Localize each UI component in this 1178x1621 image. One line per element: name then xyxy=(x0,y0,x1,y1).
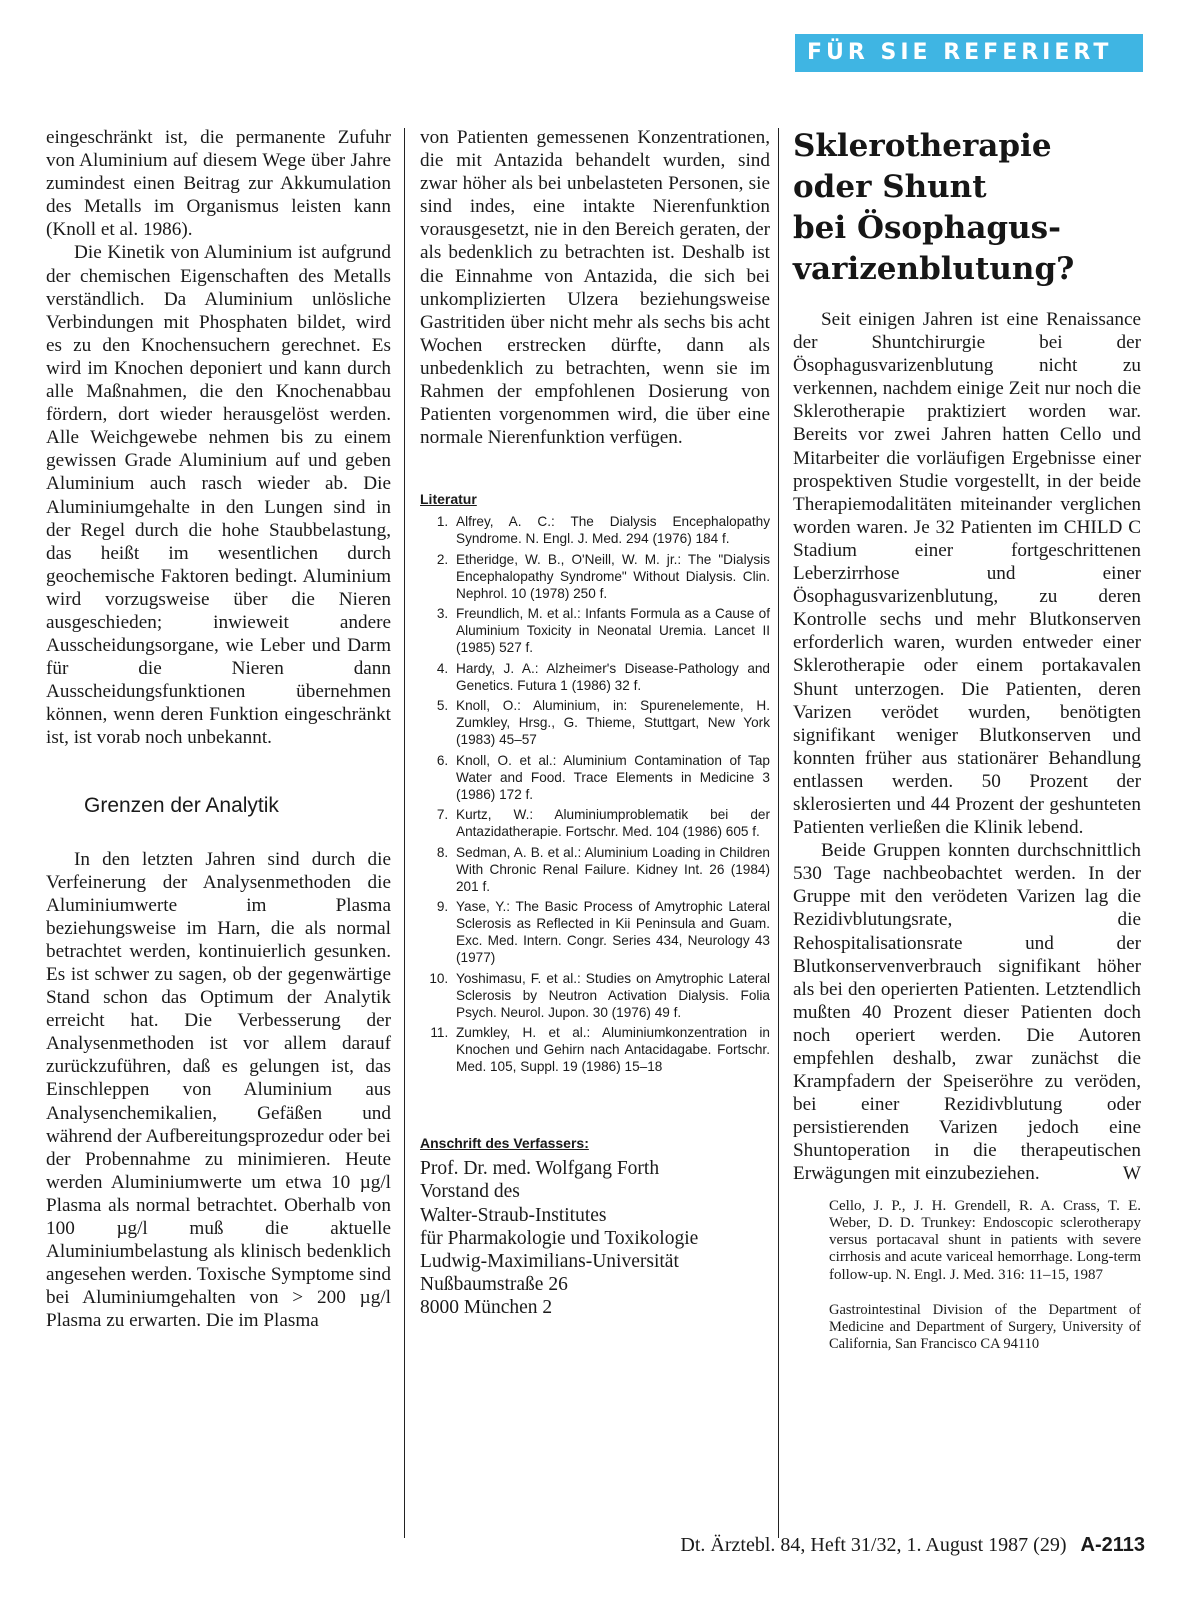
column-1-text-2 xyxy=(46,848,391,1333)
column-3 xyxy=(793,126,1141,1353)
column-2 xyxy=(420,126,770,1319)
reference-item: 4. Hardy, J. A.: Alzheimer's Disease-Pathology and Genetics. Futura 1 (1986) 32 f. xyxy=(452,660,770,694)
author-address xyxy=(420,1157,770,1319)
column-3-text xyxy=(793,308,1141,1186)
address-line: 8000 München 2 xyxy=(420,1296,553,1318)
reference-item: 2. Etheridge, W. B., O'Neill, W. M. jr.: The "Dialysis Encephalopathy Syndrome" Without Dialysis. Clin. Nephrol. 10 (1978) 250 f. xyxy=(452,551,770,602)
column-2-text xyxy=(420,126,770,449)
paragraph: Die Kinetik von Aluminium ist aufgrund der chemischen Eigenschaften des Metalls verständlich. Da Aluminium unlösliche Verbindungen mit Phosphaten bildet, wird es zu den Knochensuchern gerechnet. Es wird im Knochen deponiert und kann durch alle Maßnahmen, die den Knochenabbau fördern, dort wieder herausgelöst werden. Alle Weichgewebe nehmen bis zu einem gewissen Grade Aluminium auf und geben Aluminium auch rasch wieder ab. Die Aluminiumgehalte in den Lungen sind in der Regel durch die hohe Staubbelastung, das heißt im wesentlichen durch geochemische Faktoren bedingt. Aluminium wird vorzugsweise über die Nieren ausgeschieden; inwieweit andere Ausscheidungsorgane, wie Leber und Darm für die Nieren dann Ausscheidungsfunktionen übernehmen können, wenn deren Funktion eingeschränkt ist, ist vorab noch unbekannt. xyxy=(46,242,391,749)
paragraph: Seit einigen Jahren ist eine Renaissance der Shuntchirurgie bei der Ösophagusvarizenblutung nicht zu verkennen, nachdem einige Zeit nur noch die Sklerotherapie praktiziert worden war. Bereits vor zwei Jahren hatten Cello und Mitarbeiter die vorläufigen Ergebnisse einer prospektiven Studie vorgestellt, in der beide Therapiemodalitäten miteinander verglichen worden waren. Je 32 Patienten im CHILD C Stadium einer fortgeschrittenen Leberzirrhose und einer Ösophagusvarizenblutung, zu deren Kontrolle sechs und mehr Blutkonserven erforderlich waren, wurden entweder einer Sklerotherapie oder einem portakavalen Shunt unterzogen. Die Patienten, deren Varizen verödet wurden, benötigten signifikant weniger Blutkonserven und konnten früher aus stationärer Behandlung entlassen werden. 50 Prozent der sklerosierten und 44 Prozent der geshunteten Patienten verließen die Klinik lebend. xyxy=(793,309,1141,839)
reference-item: 1. Alfrey, A. C.: The Dialysis Encephalopathy Syndrome. N. Engl. J. Med. 294 (1976) 184 f. xyxy=(452,513,770,547)
column-1 xyxy=(46,126,391,1333)
reference-item: 10. Yoshimasu, F. et al.: Studies on Amytrophic Lateral Sclerosis by Neutron Activation Dialysis. Folia Psych. Neurol. Jupon. 30 (1976) 49 f. xyxy=(452,970,770,1021)
reference-item: 9. Yase, Y.: The Basic Process of Amytrophic Lateral Sclerosis as Reflected in Kii Peninsula and Guam. Exc. Med. Intern. Congr. Series 434, Neurology 43 (1977) xyxy=(452,898,770,966)
reference-item: 7. Kurtz, W.: Aluminiumproblematik bei der Antazidatherapie. Fortschr. Med. 104 (1986) 605 f. xyxy=(452,806,770,840)
paragraph-text: Beide Gruppen konnten durchschnittlich 530 Tage nachbeobachtet werden. In der Gruppe mit den verödeten Varizen lag die Rezidivblutungsrate, die Rehospitalisationsrate und der Blutkonservenverbrauch signifikant höher als bei den operierten Patienten. Letztendlich mußten 40 Prozent dieser Patienten doch noch operiert werden. Die Autoren empfehlen deshalb, zwar zunächst die Krampfadern der Speiseröhre zu veröden, bei einer Rezidivblutung oder persistierenden Varizen jedoch eine Shuntoperation in die therapeutischen Erwägungen mit einzubeziehen. xyxy=(793,840,1141,1185)
references-title: Literatur xyxy=(420,491,477,508)
address-line: Vorstand des xyxy=(420,1181,520,1203)
address-line: Prof. Dr. med. Wolfgang Forth xyxy=(420,1158,660,1180)
page-footer xyxy=(580,1534,1145,1557)
title-line: Sklerotherapie xyxy=(793,128,1052,164)
address-title: Anschrift des Verfassers: xyxy=(420,1135,589,1152)
address-line: Nußbaumstraße 26 xyxy=(420,1273,568,1295)
title-line: oder Shunt xyxy=(793,169,987,205)
citation: Cello, J. P., J. H. Grendell, R. A. Crass, T. E. Weber, D. D. Trunkey: Endoscopic sclerotherapy versus portacaval shunt in patients with severe cirrhosis and acute variceal hemorrhage. Long-term follow-up. N. Engl. J. Med. 316: 11–15, 1987 xyxy=(829,1197,1141,1283)
address-line: Ludwig-Maximilians-Universität xyxy=(420,1250,679,1272)
column-1-text xyxy=(46,126,391,750)
reference-item: 3. Freundlich, M. et al.: Infants Formula as a Cause of Aluminium Toxicity in Neonatal Uremia. Lancet II (1985) 527 f. xyxy=(452,605,770,656)
affiliation: Gastrointestinal Division of the Department of Medicine and Department of Surgery, University of California, San Francisco CA 94110 xyxy=(829,1302,1141,1353)
author-signature: W xyxy=(1122,1163,1141,1185)
article-title xyxy=(793,126,1141,290)
column-rule-left xyxy=(404,128,405,1538)
reference-item: 11. Zumkley, H. et al.: Aluminiumkonzentration in Knochen und Gehirn nach Antacidagabe. Fortschr. Med. 105, Suppl. 19 (1986) 15–18 xyxy=(452,1024,770,1075)
title-line: varizenblutung? xyxy=(793,251,1075,287)
page-number: A-2113 xyxy=(1080,1534,1145,1556)
paragraph xyxy=(793,839,1141,1185)
reference-item: 8. Sedman, A. B. et al.: Aluminium Loading in Children With Chronic Renal Failure. Kidney Int. 26 (1984) 201 f. xyxy=(452,844,770,895)
references-list xyxy=(420,513,770,1075)
address-line: Walter-Straub-Institutes xyxy=(420,1204,607,1226)
paragraph: In den letzten Jahren sind durch die Verfeinerung der Analysenmethoden die Aluminiumwerte im Plasma beziehungsweise im Harn, die als normal betrachtet werden, kontinuierlich gesunken. Es ist schwer zu sagen, ob der gegenwärtige Stand schon das Optimum der Analytik erreicht hat. Die Verbesserung der Analysenmethoden ist vor allem darauf zurückzuführen, daß es gelungen ist, das Einschleppen von Aluminium aus Analysenchemikalien, Gefäßen und während der Aufbereitungsprozedur oder bei der Probennahme zu minimieren. Heute werden Aluminiumwerte um etwa 10 µg/l Plasma als normal betrachtet. Oberhalb von 100 µg/l muß die aktuelle Aluminiumbelastung als klinisch bedenklich angesehen werden. Toxische Symptome sind bei Aluminiumgehalten von > 200 µg/l Plasma zu erwarten. Die im Plasma xyxy=(46,848,391,1332)
reference-item: 6. Knoll, O. et al.: Aluminium Contamination of Tap Water and Food. Trace Elements in Medicine 3 (1986) 172 f. xyxy=(452,752,770,803)
address-line: für Pharmakologie und Toxikologie xyxy=(420,1227,699,1249)
paragraph: eingeschränkt ist, die permanente Zufuhr von Aluminium auf diesem Wege über Jahre zumindest einen Beitrag zur Akkumulation des Metalls im Organismus leisten kann (Knoll et al. 1986). xyxy=(46,127,391,241)
section-banner: FÜR SIE REFERIERT xyxy=(795,34,1143,72)
paragraph: von Patienten gemessenen Konzentrationen, die mit Antazida behandelt wurden, sind zwar höher als bei unbelasteten Personen, sie sind indes, eine intakte Nierenfunktion vorausgesetzt, nie in den Bereich geraten, der als bedenklich zu betrachten ist. Deshalb ist die Einnahme von Antazida, die sich bei unkomplizierten Ulzera beziehungsweise Gastritiden über nicht mehr als sechs bis acht Wochen erstrecken dürfte, dann als unbedenklich zu betrachten, wenn sie im Rahmen der empfohlenen Dosierung von Patienten vorgenommen wird, die über eine normale Nierenfunktion verfügen. xyxy=(420,127,770,449)
subheading: Grenzen der Analytik xyxy=(84,793,279,817)
reference-item: 5. Knoll, O.: Aluminium, in: Spurenelemente, H. Zumkley, Hrsg., G. Thieme, Stuttgart, New York (1983) 45–57 xyxy=(452,697,770,748)
column-rule-right xyxy=(778,128,779,1538)
title-line: bei Ösophagus- xyxy=(793,210,1061,246)
journal-info: Dt. Ärztebl. 84, Heft 31/32, 1. August 1987 (29) xyxy=(680,1534,1067,1556)
